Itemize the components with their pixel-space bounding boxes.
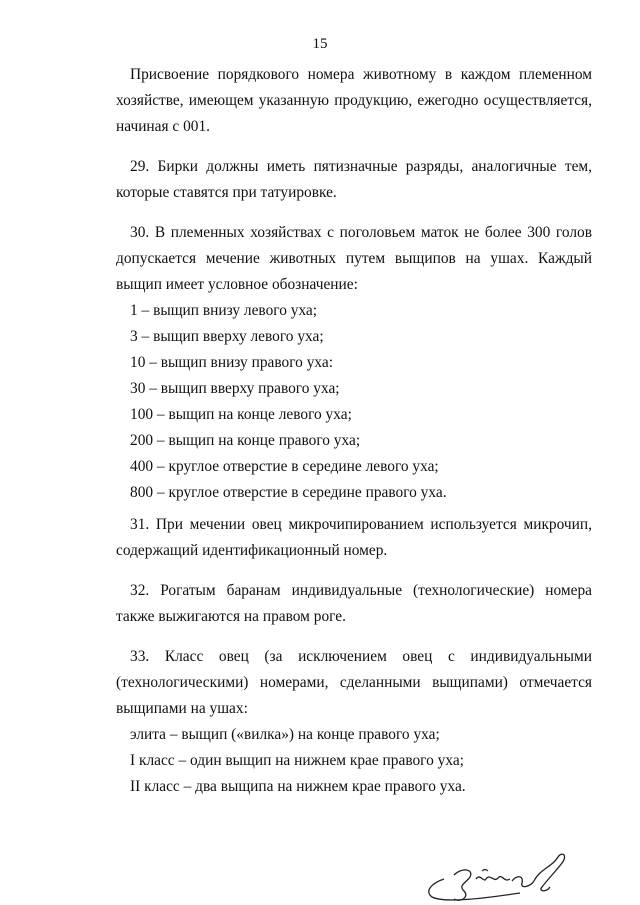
page-number: 15 xyxy=(312,36,328,52)
list-item: 200 – выщип на конце правого уха; xyxy=(130,432,361,449)
handwritten-signature xyxy=(420,845,590,905)
list-item: элита – выщип («вилка») на конце правого уха; xyxy=(130,726,440,743)
class-codes-list xyxy=(116,722,592,800)
list-item: 400 – круглое отверстие в середине левого уха; xyxy=(130,458,439,475)
paragraph-33: 33. Класс овец (за исключением овец с индивидуальными (технологическими) номерами, сделанными выщипами) отмечается выщипами на ушах: xyxy=(116,648,592,717)
list-item: 30 – выщип вверху правого уха; xyxy=(130,380,340,397)
paragraph-31: 31. При мечении овец микрочипированием используется микрочип, содержащий идентификационный номер. xyxy=(116,516,592,559)
list-item: II класс – два выщипа на нижнем крае правого уха. xyxy=(130,778,466,795)
paragraph-29: 29. Бирки должны иметь пятизначные разряды, аналогичные тем, которые ставятся при татуировке. xyxy=(116,158,592,201)
document-body xyxy=(116,62,592,800)
list-item: 100 – выщип на конце левого уха; xyxy=(130,406,352,423)
list-item: 1 – выщип внизу левого уха; xyxy=(130,302,318,319)
paragraph-numbering: Присвоение порядкового номера животному в каждом племенном хозяйстве, имеющем указанную продукцию, ежегодно осуществляется, начиная с 001. xyxy=(116,66,592,135)
notch-codes-list xyxy=(116,298,592,506)
list-item: 3 – выщип вверху левого уха; xyxy=(130,328,324,345)
paragraph-30: 30. В племенных хозяйствах с поголовьем маток не более 300 голов допускается мечение животных путем выщипов на ушах. Каждый выщип имеет условное обозначение: xyxy=(116,224,592,293)
list-item: 800 – круглое отверстие в середине правого уха. xyxy=(130,484,447,501)
list-item: 10 – выщип внизу правого уха: xyxy=(130,354,333,371)
list-item: I класс – один выщип на нижнем крае правого уха; xyxy=(130,752,464,769)
paragraph-32: 32. Рогатым баранам индивидуальные (технологические) номера также выжигаются на правом роге. xyxy=(116,582,592,625)
